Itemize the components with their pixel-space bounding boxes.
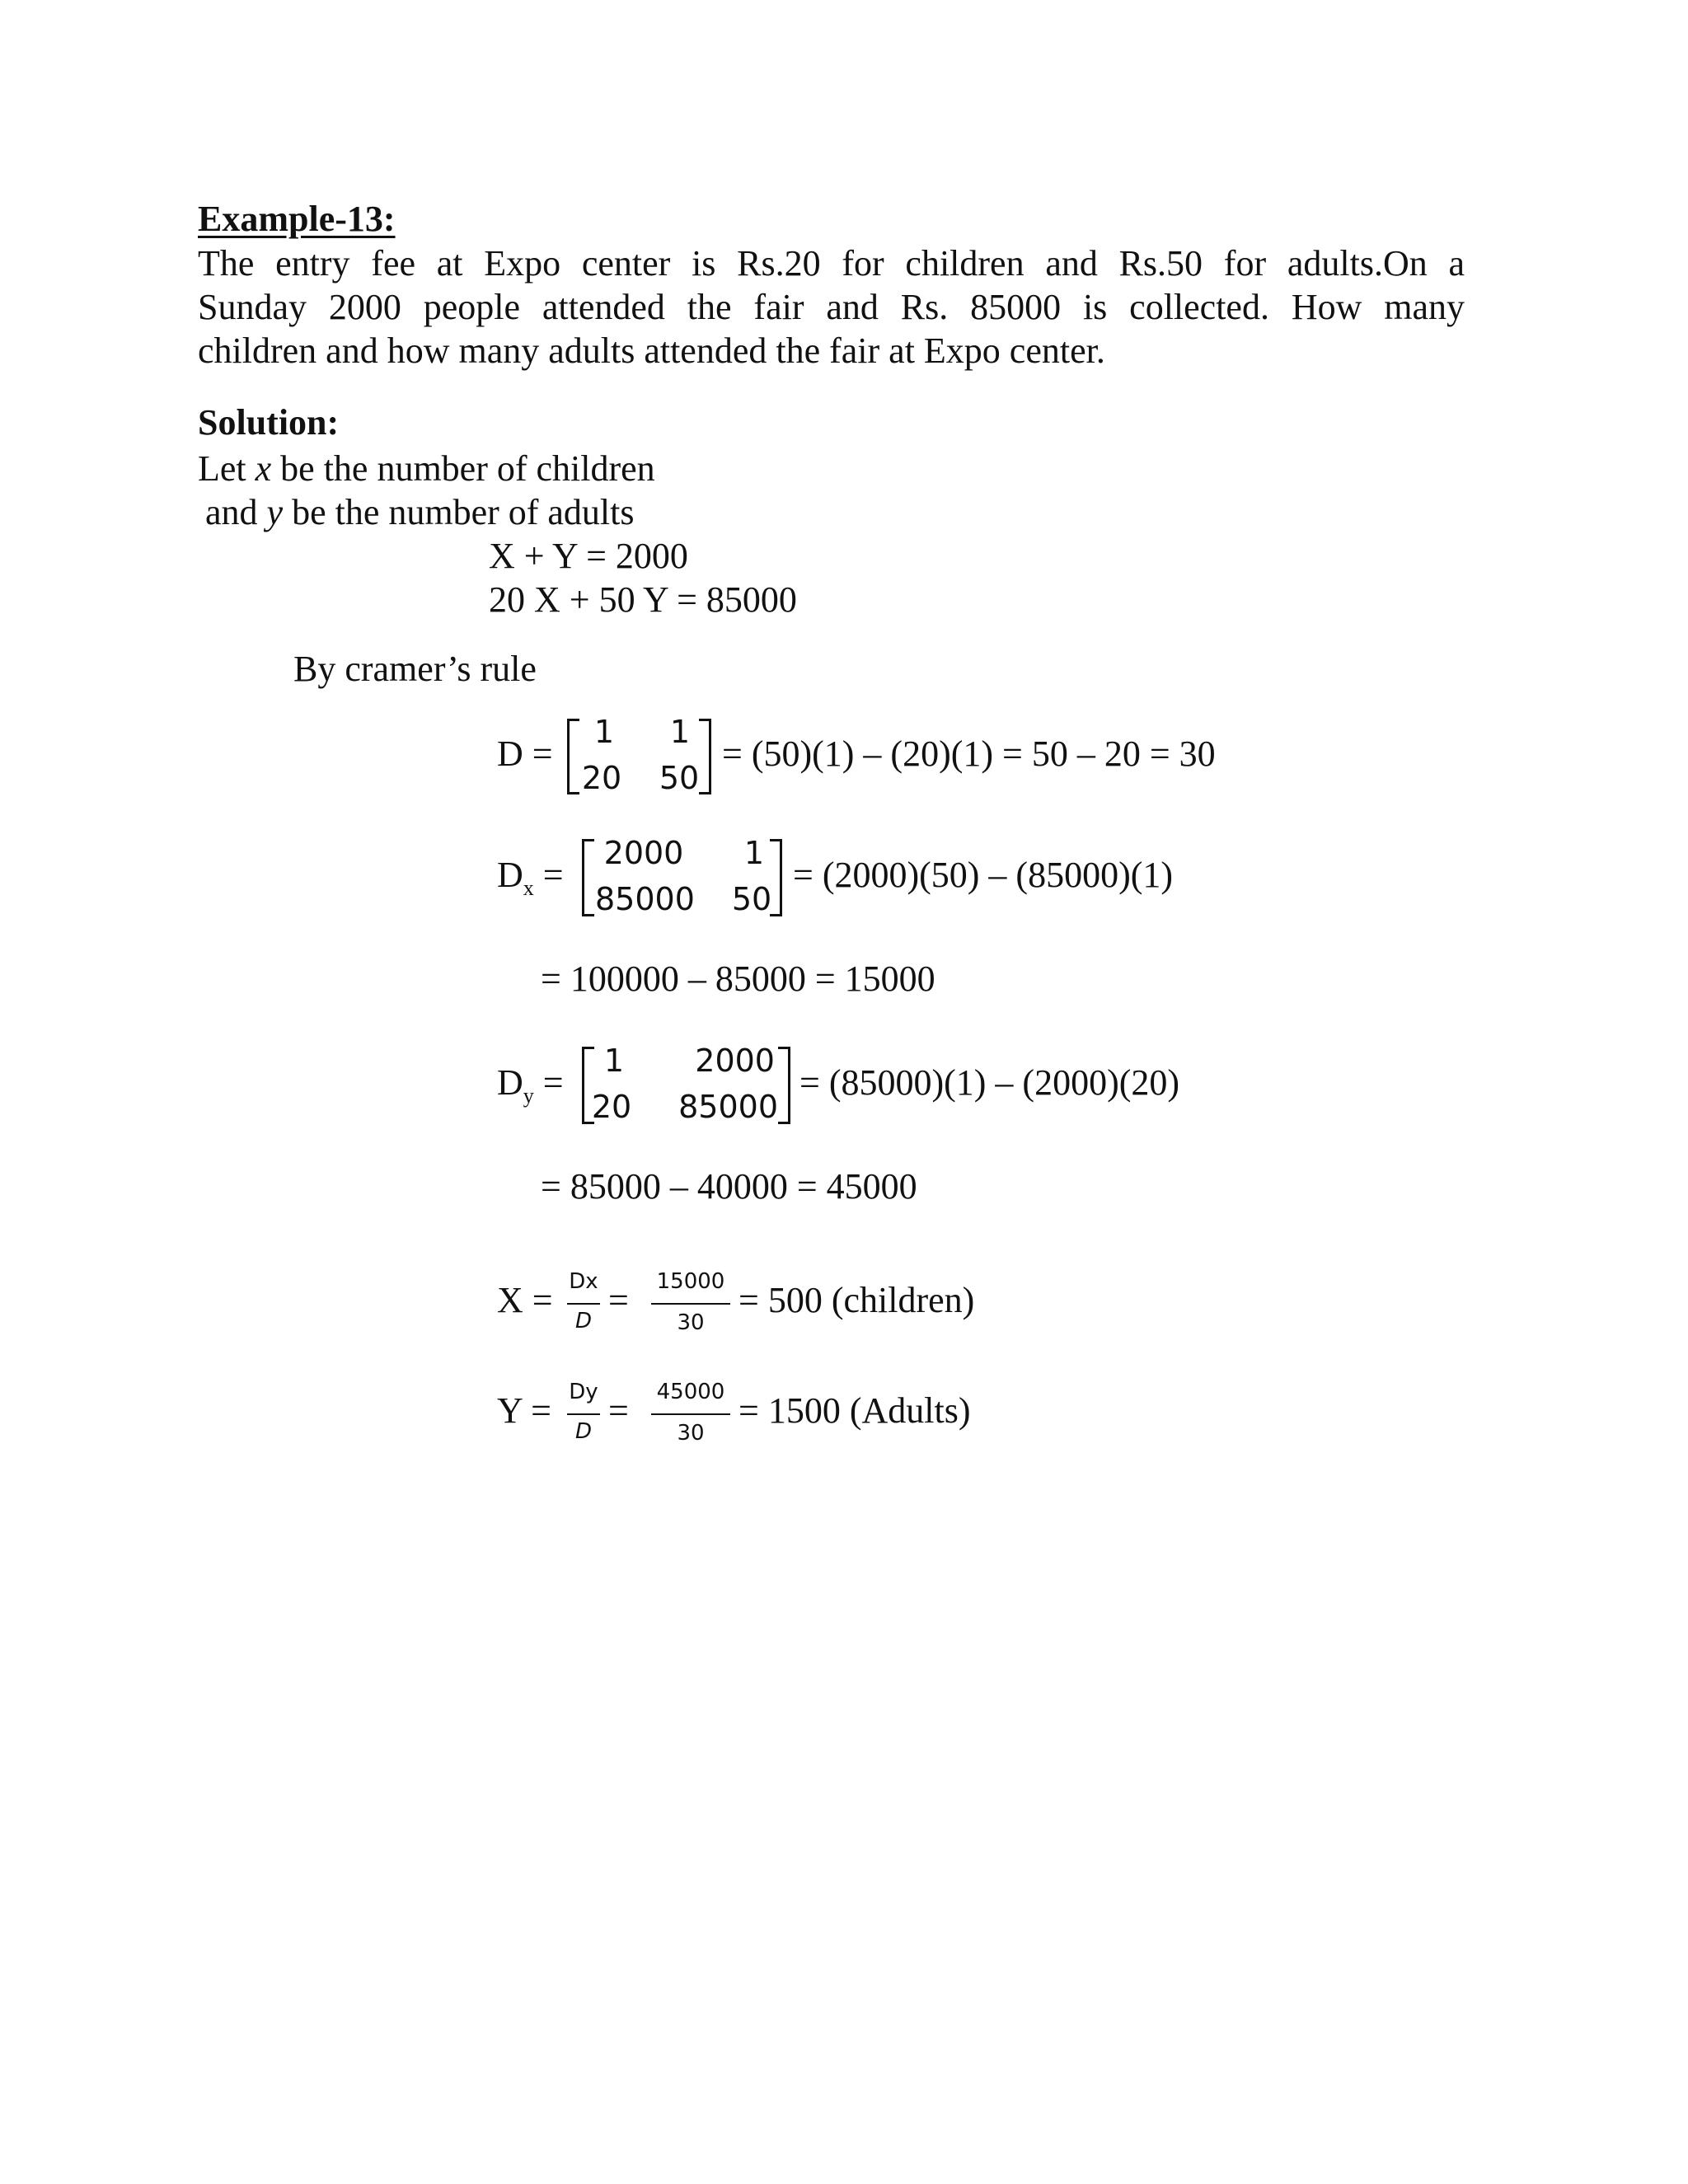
x-frac1-den: D: [574, 1309, 593, 1333]
dy-m11: 1: [603, 1043, 625, 1079]
let-y-pre: and: [205, 492, 267, 532]
dx-label-eq: =: [542, 855, 564, 895]
dy-m21: 20: [591, 1089, 632, 1125]
y-eq2: =: [608, 1390, 629, 1431]
dy-m12: 2000: [695, 1043, 775, 1079]
problem-line-1: The entry fee at Expo center is Rs.20 for children and Rs.50 for adults.On a: [198, 243, 1465, 284]
dx-label: [497, 854, 564, 901]
problem-line-3: children and how many adults attended the fair at Expo center.: [198, 330, 1105, 371]
d-m11: 1: [593, 714, 615, 750]
dx-result-2: = 100000 – 85000 = 15000: [541, 958, 935, 999]
d-m22: 50: [659, 760, 700, 796]
equation-2: 20 X + 50 Y = 85000: [489, 579, 797, 620]
let-x-post: be the number of children: [271, 448, 655, 489]
y-frac1-bar: [567, 1413, 600, 1415]
dx-m22: 50: [731, 881, 772, 917]
x-frac2-num: 15000: [656, 1269, 725, 1294]
dx-m11: 2000: [603, 835, 684, 871]
dy-label-eq: =: [542, 1062, 564, 1103]
dy-m22: 85000: [678, 1089, 778, 1125]
let-x-statement: [198, 448, 655, 490]
let-x-var: x: [255, 448, 272, 489]
problem-statement: [198, 241, 1465, 373]
dy-result-2: = 85000 – 40000 = 45000: [541, 1166, 917, 1207]
dy-result: = (85000)(1) – (2000)(20): [799, 1062, 1180, 1103]
let-y-post: be the number of adults: [283, 492, 635, 532]
x-eq2: =: [608, 1280, 629, 1320]
dx-m21: 85000: [595, 881, 695, 917]
method-label: By cramer’s rule: [293, 649, 537, 689]
problem-line-2: Sunday 2000 people attended the fair and Rs. 85000 is collected. How many: [198, 287, 1465, 327]
example-title: Example-13:: [198, 199, 396, 239]
y-frac1-den: D: [574, 1419, 593, 1444]
y-frac2-bar: [651, 1413, 730, 1415]
y-frac2-num: 45000: [656, 1380, 725, 1404]
let-y-var: y: [266, 492, 284, 532]
y-frac2-den: 30: [677, 1421, 705, 1446]
y-frac1-num: Dy: [569, 1380, 598, 1404]
dx-label-main: D: [497, 855, 523, 895]
d-m12: 1: [669, 714, 691, 750]
x-frac2-bar: [651, 1303, 730, 1305]
dx-result: = (2000)(50) – (85000)(1): [793, 855, 1174, 895]
y-result: = 1500 (Adults): [738, 1390, 971, 1431]
d-m21: 20: [581, 760, 622, 796]
dy-label-sub: y: [523, 1083, 534, 1108]
dx-m12: 1: [743, 835, 765, 871]
d-label: D =: [497, 733, 553, 774]
x-frac1-num: Dx: [569, 1269, 598, 1294]
dx-matrix-left-bracket: [582, 839, 594, 916]
x-frac1-bar: [567, 1303, 600, 1305]
x-lhs: X =: [497, 1280, 553, 1320]
solution-heading: Solution:: [198, 402, 340, 443]
dy-label: [497, 1062, 564, 1108]
x-result: = 500 (children): [738, 1280, 975, 1320]
let-y-statement: [205, 491, 635, 533]
dx-label-sub: x: [523, 875, 534, 900]
dy-label-main: D: [497, 1062, 523, 1103]
dy-matrix-right-bracket: [778, 1047, 790, 1124]
d-result: = (50)(1) – (20)(1) = 50 – 20 = 30: [722, 733, 1216, 774]
equation-1: X + Y = 2000: [489, 536, 688, 576]
y-lhs: Y =: [497, 1390, 551, 1431]
let-x-pre: Let: [198, 448, 256, 489]
x-frac2-den: 30: [677, 1310, 705, 1335]
